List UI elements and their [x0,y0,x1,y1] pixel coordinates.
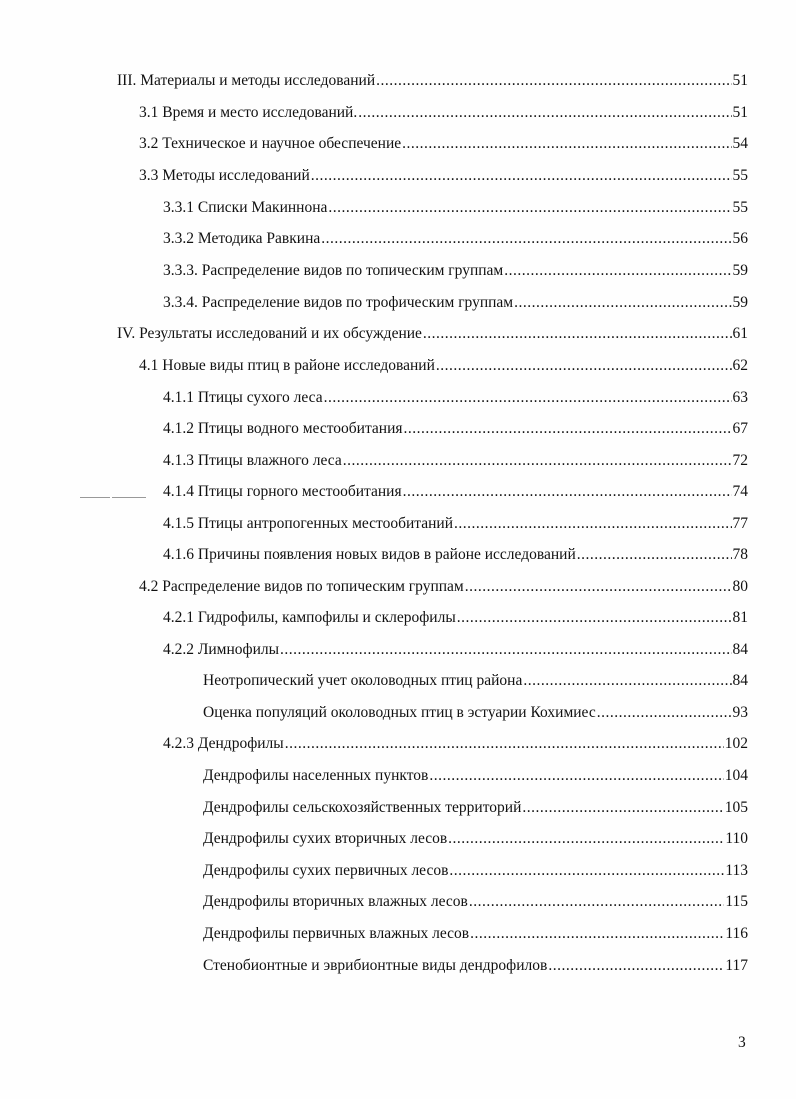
toc-entry [163,418,748,440]
toc-entry-title: Оценка популяций околоводных птиц в эстуарии Кохимиес [203,704,596,721]
toc-entry [139,355,748,377]
toc-entry-page: 93 [732,704,748,721]
toc-dot-leader [514,292,731,314]
toc-entry [203,765,748,787]
toc-entry [163,607,748,629]
toc-entry [163,544,748,566]
toc-entry-title: IV. Результаты исследований и их обсуждение [117,325,422,342]
toc-dot-leader [402,133,731,155]
scan-artifact-line-left-2 [112,497,146,498]
toc-dot-leader [285,733,724,755]
toc-entry-title: Дендрофилы сухих вторичных лесов [203,830,448,847]
toc-entry-title: Дендрофилы первичных влажных лесов [203,925,470,942]
toc-entry-page: 55 [732,167,748,184]
toc-entry-page: 115 [725,893,748,910]
toc-dot-leader [469,891,724,913]
toc-entry-page: 72 [732,452,748,469]
toc-entry-title: 3.3.3. Распределение видов по топическим группам [163,262,504,279]
toc-dot-leader [358,102,731,124]
toc-entry [203,702,748,724]
toc-entry-title: 3.3.2 Методика Равкина [163,230,321,247]
toc-entry-page: 110 [725,830,748,847]
toc-entry [163,197,748,219]
toc-entry-title: III. Материалы и методы исследований [117,72,376,89]
toc-entry-title: Неотропический учет околоводных птиц района [203,672,523,689]
toc-entry-page: 116 [725,925,748,942]
toc-dot-leader [457,607,732,629]
toc-entry-page: 63 [732,389,748,406]
toc-entry-title: 3.3 Методы исследований [139,167,310,184]
toc-entry [203,891,748,913]
toc-entry-page: 77 [732,515,748,532]
toc-entry [203,797,748,819]
toc-entry-title: 4.1 Новые виды птиц в районе исследований [139,357,435,374]
toc-entry-page: 80 [732,578,748,595]
toc-dot-leader [343,450,732,472]
toc-dot-leader [311,165,732,187]
toc-entry-page: 62 [732,357,748,374]
scan-artifact-line-left [80,497,110,498]
toc-entry [163,387,748,409]
toc-entry-page: 54 [732,135,748,152]
toc-entry-title: Дендрофилы сухих первичных лесов [203,862,449,879]
toc-dot-leader [324,387,732,409]
toc-dot-leader [522,797,723,819]
toc-entry-title: 4.1.4 Птицы горного местообитания [163,483,402,500]
toc-entry-title: 3.3.1 Списки Макиннона [163,199,328,216]
toc-dot-leader [577,544,732,566]
toc-entry-page: 51 [732,72,748,89]
toc-entry-page: 81 [732,609,748,626]
toc-entry-title: 3.3.4. Распределение видов по трофическим группам [163,294,514,311]
toc-dot-leader [548,955,724,977]
toc-dot-leader [403,481,732,503]
toc-entry [163,228,748,250]
toc-entry-page: 105 [724,799,748,816]
toc-dot-leader [321,228,731,250]
toc-entry [163,450,748,472]
toc-entry-page: 55 [732,199,748,216]
toc-entry [163,513,748,535]
toc-entry-title: Стенобионтные и эврибионтные виды дендрофилов [203,957,548,974]
toc-dot-leader [423,323,732,345]
toc-entry [139,165,748,187]
toc-entry-title: 4.1.5 Птицы антропогенных местообитаний [163,515,453,532]
toc-entry-page: 51 [732,104,748,121]
toc-entry-title: 4.1.2 Птицы водного местообитания [163,420,403,437]
toc-entry-page: 113 [725,862,748,879]
toc-dot-leader [376,70,731,92]
toc-dot-leader [597,702,732,724]
toc-entry-title: 4.2.3 Дендрофилы [163,735,284,752]
toc-entry [139,576,748,598]
toc-entry [203,860,748,882]
toc-entry-page: 61 [732,325,748,342]
toc-entry-page: 67 [732,420,748,437]
toc-entry-title: Дендрофилы населенных пунктов [203,767,429,784]
toc-entry-title: Дендрофилы вторичных влажных лесов [203,893,468,910]
toc-entry-title: 3.1 Время и место исследований. [139,104,358,121]
toc-entry [139,102,748,124]
toc-entry [163,639,748,661]
toc-dot-leader [436,355,732,377]
toc-entry [117,70,748,92]
toc-dot-leader [404,418,732,440]
toc-entry-title: 4.2 Распределение видов по топическим группам [139,578,464,595]
toc-entry-page: 59 [732,294,748,311]
toc-entry-page: 78 [732,546,748,563]
toc-entry [203,923,748,945]
toc-dot-leader [465,576,732,598]
toc-entry [203,955,748,977]
toc-entry-page: 84 [732,641,748,658]
toc-entry-title: 3.2 Техническое и научное обеспечение [139,135,402,152]
toc-entry-page: 117 [725,957,748,974]
toc-entry-page: 56 [732,230,748,247]
toc-entry-title: Дендрофилы сельскохозяйственных территорий [203,799,522,816]
toc-dot-leader [449,860,724,882]
toc-entry [163,292,748,314]
toc-entry [203,828,748,850]
toc-entry-page: 59 [732,262,748,279]
toc-dot-leader [328,197,731,219]
toc-dot-leader [470,923,724,945]
toc-entry-page: 74 [732,483,748,500]
toc-dot-leader [448,828,724,850]
toc-entry-page: 102 [724,735,748,752]
toc-dot-leader [429,765,723,787]
toc-entry-title: 4.1.1 Птицы сухого леса [163,389,323,406]
toc-entry-page: 104 [724,767,748,784]
toc-entry [163,733,748,755]
toc-dot-leader [504,260,731,282]
toc-entry-page: 84 [732,672,748,689]
toc-entry-title: 4.2.2 Лимнофилы [163,641,280,658]
toc-entry-title: 4.2.1 Гидрофилы, кампофилы и склерофилы [163,609,456,626]
toc-entry-title: 4.1.6 Причины появления новых видов в районе исследований [163,546,576,563]
toc-entry [163,481,748,503]
toc-entry-title: 4.1.3 Птицы влажного леса [163,452,342,469]
toc-entry [163,260,748,282]
toc-entry [117,323,748,345]
toc-entry [139,133,748,155]
toc-dot-leader [454,513,732,535]
page-number: 3 [738,1034,746,1051]
toc-dot-leader [280,639,731,661]
toc-entry [203,670,748,692]
toc-dot-leader [523,670,731,692]
